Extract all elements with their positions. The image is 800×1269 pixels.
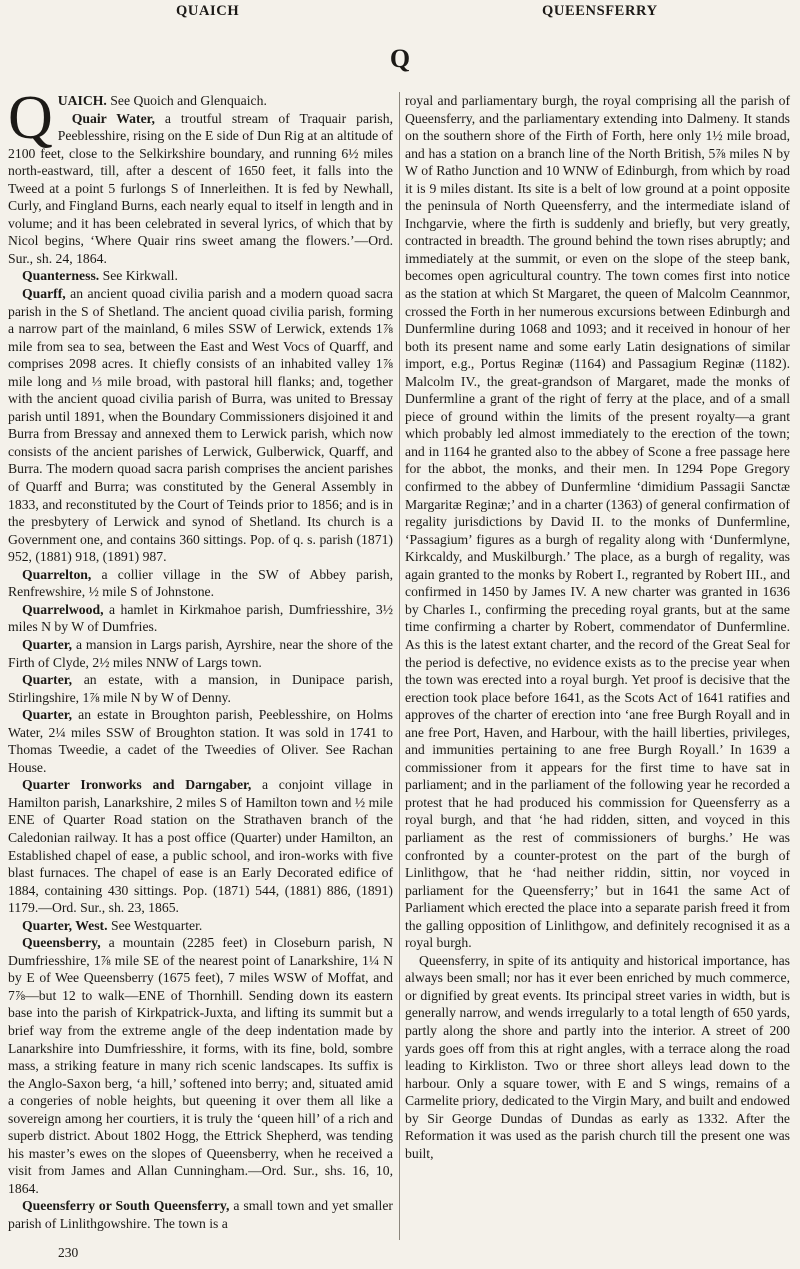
running-head-right: QUEENSFERRY	[542, 3, 658, 19]
gazetteer-entry	[8, 601, 393, 636]
entry-text: a mansion in Largs parish, Ayrshire, near the shore of the Firth of Clyde, 2½ miles NNW of Largs town.	[8, 636, 393, 670]
gazetteer-entry	[8, 566, 393, 601]
right-column	[405, 92, 790, 1162]
entry-text: Queensferry, in spite of its antiquity and historical importance, has always been small; nor has it ever been enriched by much commerce, or dignified by great events. Its principal street varies in width, but is generally narrow, and wends irregularly to a total length of 650 yards, partly along the shore and partly into the interior. A street of 200 yards goes off from this at right angles, with a terrace along the road leading to Kirkliston. Two or three short alleys lead down to the harbour. Only a square tower, with E and S wings, remains of a Carmelite priory, dedicated to the Virgin Mary, and built and endowed by Sir George Dundas of Dundas as early as 1332. After the Reformation it was used as the parish church till the present one was built,	[405, 952, 790, 1161]
gazetteer-entry	[8, 671, 393, 706]
entry-headword: Quarrelwood,	[22, 601, 104, 617]
entry-text: a conjoint village in Hamilton parish, Lanarkshire, 2 miles S of Hamilton town and ½ mile ENE of Quarter Road station on the Strathaven branch of the Caledonian railway. It has a post office (Quarter) under Hamilton, an Established chapel of ease, a public school, and iron-works with five blast furnaces. The chapel of ease is an Early Decorated edifice of 1884, containing 430 sittings. Pop. (1871) 544, (1881) 886, (1891) 1179.—Ord. Sur., sh. 23, 1865.	[8, 777, 394, 916]
gazetteer-entry	[8, 776, 393, 916]
entry-text: a collier village in the SW of Abbey parish, Renfrewshire, ½ mile S of Johnstone.	[8, 566, 393, 600]
entry-text: a troutful stream of Traquair parish, Peeblesshire, rising on the E side of Dun Rig at an altitude of 2100 feet, close to the Selkirkshire boundary, and running 6½ miles north-eastward, till, after a descent of 1650 feet, it falls into the Tweed at a point 5 furlongs S of Innerleithen. It is fed by Newhall, Curly, and Fingland Burns, each nearly equal to itself in length and in volume; and it has been celebrated in several lyrics, of which that by Nicol begins, ‘Where Quair rins sweet amang the flowers.’—Ord. Sur., sh. 24, 1864.	[8, 110, 393, 266]
entry-text: a hamlet in Kirkmahoe parish, Dumfriesshire, 3½ miles N by W of Dumfries.	[8, 601, 393, 635]
gazetteer-entry	[8, 267, 393, 285]
entry-text: See Quoich and Glenquaich.	[106, 93, 267, 108]
entry-headword: Quarter,	[22, 707, 73, 723]
entry-headword: Quarter, West.	[22, 917, 108, 933]
running-head	[0, 3, 800, 21]
section-letter: Q	[389, 44, 411, 73]
page-number: 230	[58, 1245, 79, 1260]
running-head-left: QUAICH	[176, 3, 240, 19]
gazetteer-entry	[8, 636, 393, 671]
entry-headword: UAICH.	[57, 93, 107, 108]
entry-text: royal and parliamentary burgh, the royal comprising all the parish of Queensferry, and the parliamentary extending into Dalmeny. It stands on the southern shore of the Firth of Forth, here only 1½ mile broad, and has a station on a branch line of the North British, 5⅞ miles N by W of Ratho Junction and 10 WNW of Edinburgh, from which by road it is 9 miles distant. Its site is a belt of low ground at a point opposite the peninsula of North Queensferry, and the intermediate island of Inchgarvie, where the firth is suddenly and briefly, but very greatly, contracted in breadth. The ground behind the town rises abruptly; and immediately at the summit, or even on the slope of the steep bank, becomes open agricultural country. The town comes first into notice as the station at which St Margaret, the queen of Malcolm Ceannmor, crossed the Forth in her numerous excursions between Edinburgh and Dunfermline during 1068 and 1093; and it received in honour of her both its present name and some early Latin designations of similar import, e.g., Portus Reginæ (1164) and Passagium Reginæ (1182). Malcolm IV., the great-grandson of Margaret, made the monks of Dunfermline a grant of the right of ferry at the place, and of a small piece of ground within the limits of the present royalty—a grant which probably led almost immediately to the erection of the town; and in 1164 he granted also to the abbey of Scone a free passage here for the abbot, the monks, and their men. In 1294 Pope Gregory confirmed to the abbey of Dunfermline ‘dimidium Passagii Sanctæ Margaritæ Reginæ;’ and in a charter (1363) of general confirmation of regality jurisdictions by David II. to the monks of Dunfermline, ‘Passagium’ figures as a burgh of regality along with ‘Dunfermlyne, Kirkcaldy, and Muskilburgh.’ The place, as a burgh of regality, was again granted to the monks by Robert I., regranted by Robert III., and confirmed in 1450 by James IV. A new charter was granted in 1636 by Charles I., confirming the preceding royal grants, but at the same time confirming a charter by Robert, commendator of Dunfermline. As this is the latest extant charter, and the record of the Great Seal for the period is defective, no evidence exists as to the precise year when the town was erected into a royal burgh. Yet proof is decisive that the erection took place before 1641, as the Scots Act of 1641 ratifies and approves of the charter of erection into ‘ane free Burgh Royall and in ane free Port, Haven, and Harbour, with the haill liberties, privileges, and immunities pertaining to ane free Burgh Royall.’ In 1639 a commissioner from it appears for the first time to have sat in parliament; and in the parliament of the following year he recorded a protest that he had produced his commission for Queensferry as a royal burgh, and that ‘he had ridden, sitten, and voyced in this parliament as the rest of commissioners of burghs.’ He was confronted by a counter-protest on the part of the burgh of Linlithgow, that he ‘had neither riddin, sittin, nor voyced in parliament for the Queensferry;’ but in 1641 the same Act of Parliament which erected the place into a separate parish freed it from the galling opposition of Linlithgow, and definitely recognised it as a royal burgh.	[405, 93, 790, 951]
drop-cap: Q	[8, 84, 53, 152]
gazetteer-entry	[8, 917, 393, 935]
entry-text: an ancient quoad civilia parish and a modern quoad sacra parish in the S of Shetland. The ancient quoad civilia parish, forming a narrow part of the mainland, 6 miles SSW of Lerwick, extends 1⅞ mile from sea to sea, between the East and West Vocs of Quarff, and comprises 2098 acres. It chiefly consists of an inhabited valley 1⅞ mile long and ⅓ mile broad, with pastoral hill flanks; and, together with the ancient quoad civilia parish of Burra, was united to Bressay parish until 1891, when the Boundary Commissioners disjoined it and Burra from Bressay and annexed them to Lerwick parish, which now consists of the ancient parishes of Lerwick, Gulberwick, Quarff, and Burra. The modern quoad sacra parish comprises the ancient parishes of Quarff and Burra; was constituted by the General Assembly in 1833, and reconstituted by the Court of Teinds prior to 1856; and is in the presbytery of Lerwick and synod of Shetland. Its church is a Government one, and contains 360 sittings. Pop. of q. s. parish (1871) 952, (1881) 918, (1891) 987.	[8, 286, 393, 565]
entry-headword: Queensferry or South Queensferry,	[22, 1198, 230, 1214]
entry-text: a mountain (2285 feet) in Closeburn parish, N Dumfriesshire, 1⅞ mile SE of the nearest point of Lanarkshire, 1¼ N by E of Wee Queensberry (1675 feet), 7 miles WSW of Moffat, and 7⅞—but 12 to walk—ENE of Thornhill. Sending down its eastern base into the parish of Kirkpatrick-Juxta, and lifting its summit but a brief way from the extreme angle of the deep indentation made by Lanarkshire into Dumfriesshire, it forms, with its fine, bold, sombre mass, a striking feature in many rich scenic landscapes. Its suffix is the Anglo-Saxon berg, ‘a hill,’ softened into berry; and, situated amid a congeries of noble heights, but queening it over them all like a sovereign among her courtiers, it is truly the ‘queen hill’ of a rich and superb district. About 1802 Hogg, the Ettrick Shepherd, was tending his master’s ewes on the slopes of Queensberry, when he received a visit from James and Allan Cunningham.—Ord. Sur., shs. 16, 10, 1864.	[8, 935, 393, 1196]
entry-text: an estate in Broughton parish, Peeblesshire, on Holms Water, 2¼ miles SSW of Broughton station. It was sold in 1741 to Thomas Tweedie, a cadet of the Tweedies of Oliver. See Rachan House.	[8, 707, 393, 775]
entry-headword: Quair Water,	[71, 110, 155, 126]
gazetteer-entry	[8, 285, 393, 566]
entry-headword: Quarff,	[22, 286, 66, 302]
entry-headword: Quarter,	[22, 636, 73, 652]
entry-text: a small town and yet smaller parish of Linlithgowshire. The town is a	[8, 1198, 393, 1231]
gazetteer-entry	[8, 1197, 393, 1232]
gazetteer-entry	[8, 706, 393, 776]
entry-headword: Quarrelton,	[22, 566, 92, 582]
column-divider	[399, 92, 400, 1240]
entry-headword: Quarter,	[22, 672, 73, 688]
left-column	[8, 84, 394, 1233]
entry-headword: Quanterness.	[22, 268, 100, 284]
gazetteer-entry	[405, 952, 790, 1163]
entry-text: See Westquarter.	[107, 917, 203, 933]
gazetteer-entry	[405, 92, 790, 952]
entry-headword: Queensberry,	[22, 935, 101, 951]
entry-headword: Quarter Ironworks and Darngaber,	[22, 777, 252, 793]
entry-text: an estate, with a mansion, in Dunipace parish, Stirlingshire, 1⅞ mile N by W of Denny.	[8, 672, 393, 705]
gazetteer-entry	[8, 934, 393, 1197]
gazetteer-entry	[8, 110, 393, 268]
entry-text: See Kirkwall.	[99, 268, 178, 284]
